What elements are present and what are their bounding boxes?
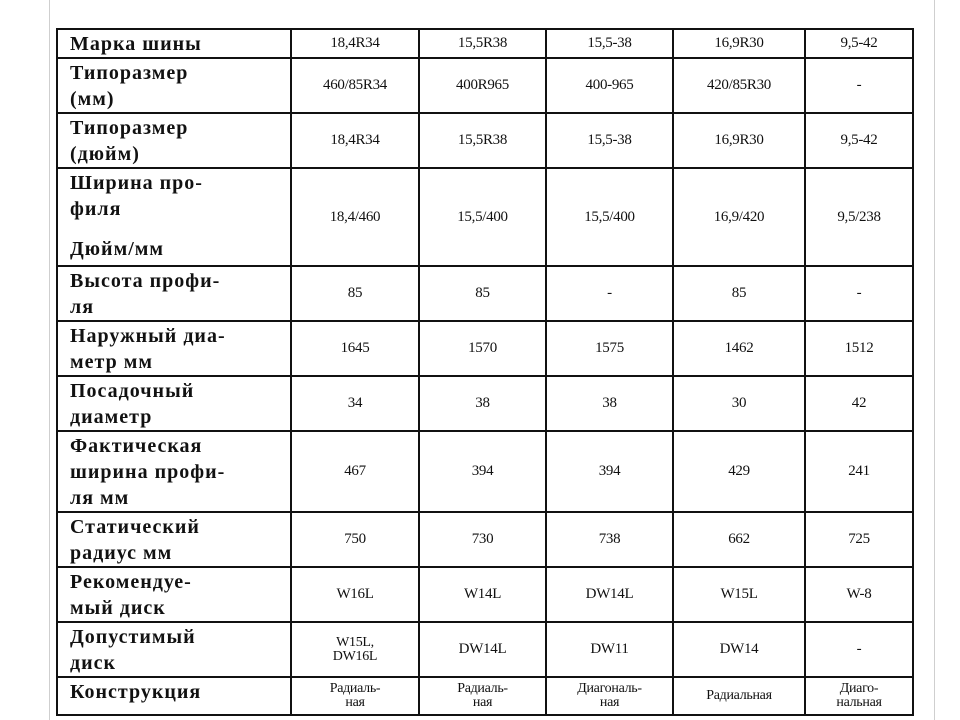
table-row	[57, 622, 913, 677]
row-label-tire-brand: Марка шины	[57, 29, 291, 58]
table-row	[57, 431, 913, 512]
table-cell: 750	[291, 512, 419, 567]
table-cell: DW14L	[546, 567, 673, 622]
table-cell: 16,9/420	[673, 168, 805, 266]
table-cell: 429	[673, 431, 805, 512]
slide-border-left	[49, 0, 50, 720]
table-cell: 16,9R30	[673, 29, 805, 58]
table-row	[57, 113, 913, 168]
table-row	[57, 512, 913, 567]
table-cell: 15,5/400	[419, 168, 546, 266]
table-cell: 400-965	[546, 58, 673, 113]
table-cell: 34	[291, 376, 419, 431]
table-cell: DW14	[673, 622, 805, 677]
table-cell: 241	[805, 431, 913, 512]
table-cell: Радиаль- ная	[419, 677, 546, 715]
table-cell: W14L	[419, 567, 546, 622]
table-cell: Радиаль- ная	[291, 677, 419, 715]
table-cell: 9,5/238	[805, 168, 913, 266]
row-label-profile-width	[57, 168, 291, 266]
table-cell: 420/85R30	[673, 58, 805, 113]
table-cell: DW11	[546, 622, 673, 677]
table-row	[57, 321, 913, 376]
table-cell: 85	[291, 266, 419, 321]
table-cell: 38	[419, 376, 546, 431]
table-cell: Радиальная	[673, 677, 805, 715]
row-label-static-radius: Статический радиус мм	[57, 512, 291, 567]
table-cell: 467	[291, 431, 419, 512]
table-cell: 662	[673, 512, 805, 567]
row-label-profile-height: Высота профи- ля	[57, 266, 291, 321]
table-cell: Диагональ- ная	[546, 677, 673, 715]
table-row	[57, 266, 913, 321]
table-cell: 18,4R34	[291, 113, 419, 168]
table-cell: 1575	[546, 321, 673, 376]
table-cell: 15,5R38	[419, 113, 546, 168]
row-label-actual-width: Фактическая ширина профи- ля мм	[57, 431, 291, 512]
row-label-rim-diameter: Посадочный диаметр	[57, 376, 291, 431]
table-cell: -	[805, 266, 913, 321]
table-cell: 85	[673, 266, 805, 321]
table-cell: -	[546, 266, 673, 321]
table-cell: 9,5-42	[805, 29, 913, 58]
table-cell: 400R965	[419, 58, 546, 113]
row-label-construction: Конструкция	[57, 677, 291, 715]
table-cell: 738	[546, 512, 673, 567]
table-cell: 18,4/460	[291, 168, 419, 266]
table-row	[57, 567, 913, 622]
table-cell: 394	[546, 431, 673, 512]
table-cell: W-8	[805, 567, 913, 622]
table-row	[57, 29, 913, 58]
row-label-text: Ширина про- филя	[70, 172, 203, 220]
table-cell: 394	[419, 431, 546, 512]
table-cell: W15L, DW16L	[291, 622, 419, 677]
table-cell: W16L	[291, 567, 419, 622]
tire-spec-table	[56, 28, 914, 716]
table-cell: 15,5R38	[419, 29, 546, 58]
table-cell: W15L	[673, 567, 805, 622]
table-cell: -	[805, 622, 913, 677]
table-cell: 1462	[673, 321, 805, 376]
table-cell: 9,5-42	[805, 113, 913, 168]
table-cell: DW14L	[419, 622, 546, 677]
table-cell: 38	[546, 376, 673, 431]
row-label-unit: Дюйм/мм	[70, 238, 164, 260]
table-cell: 725	[805, 512, 913, 567]
table-cell: 18,4R34	[291, 29, 419, 58]
table-cell: 85	[419, 266, 546, 321]
table-cell: 1645	[291, 321, 419, 376]
table-cell: 16,9R30	[673, 113, 805, 168]
table-row	[57, 58, 913, 113]
table-row	[57, 376, 913, 431]
table-cell: Диаго- нальная	[805, 677, 913, 715]
table-row	[57, 168, 913, 266]
table-cell: 15,5-38	[546, 29, 673, 58]
row-label-recommended-rim: Рекомендуе- мый диск	[57, 567, 291, 622]
table-cell: -	[805, 58, 913, 113]
table-cell: 1570	[419, 321, 546, 376]
table-cell: 15,5/400	[546, 168, 673, 266]
table-row	[57, 677, 913, 715]
table-cell: 42	[805, 376, 913, 431]
table-cell: 30	[673, 376, 805, 431]
table-cell: 730	[419, 512, 546, 567]
row-label-size-mm: Типоразмер (мм)	[57, 58, 291, 113]
table-cell: 1512	[805, 321, 913, 376]
row-label-size-inch: Типоразмер (дюйм)	[57, 113, 291, 168]
slide-border-right	[934, 0, 935, 720]
row-label-allowed-rim: Допустимый диск	[57, 622, 291, 677]
table-cell: 460/85R34	[291, 58, 419, 113]
table-cell: 15,5-38	[546, 113, 673, 168]
row-label-outer-diameter: Наружный диа- метр мм	[57, 321, 291, 376]
